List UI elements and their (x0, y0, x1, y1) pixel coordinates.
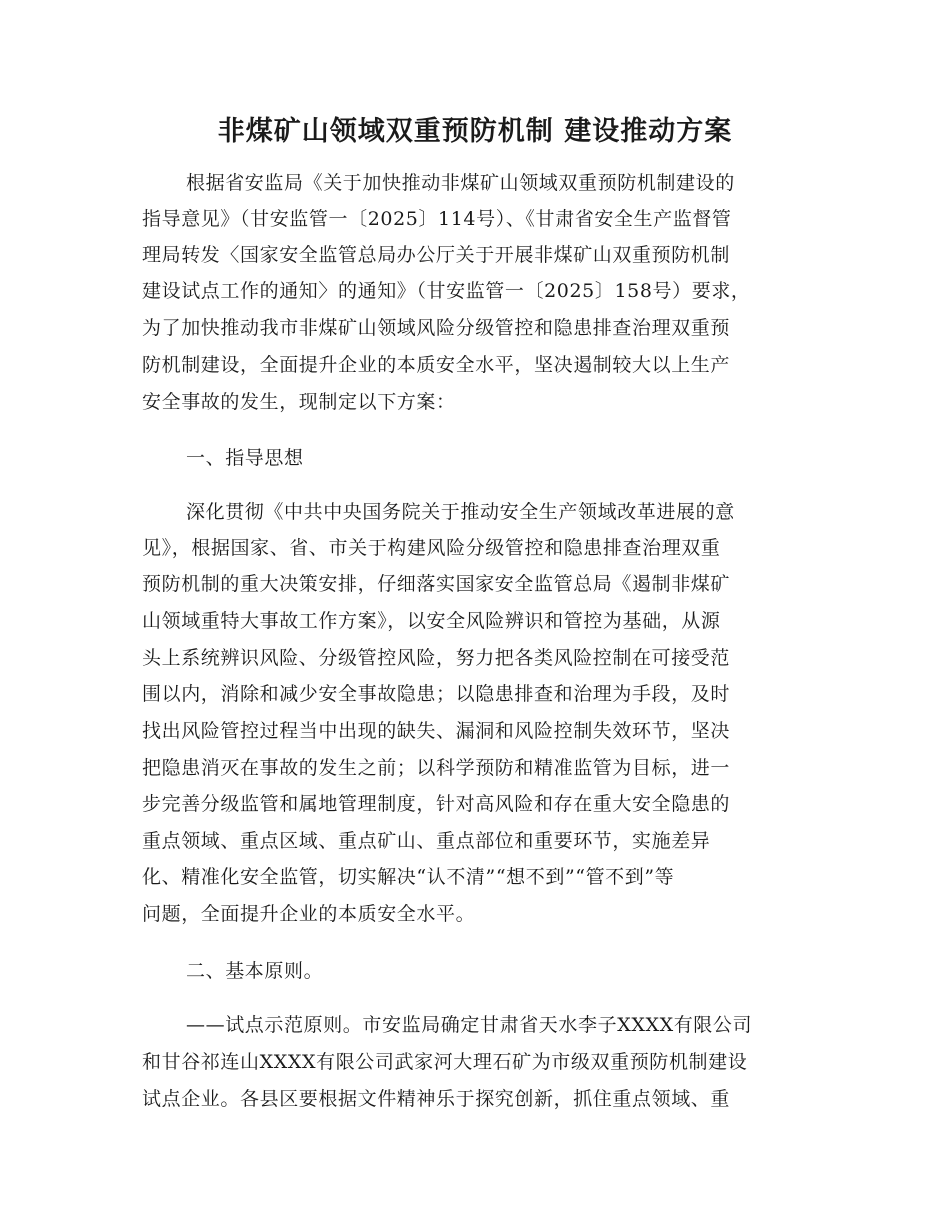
body-line: 建设试点工作的通知〉的通知》（甘安监管一〔2025〕158号）要求， (142, 280, 751, 302)
body-line: 安全事故的发生，现制定以下方案： (142, 391, 456, 413)
section-heading: 二、基本原则。 (186, 960, 324, 982)
body-line: 根据省安监局《关于加快推动非煤矿山领域双重预防机制建设的 (186, 172, 735, 194)
body-line: 为了加快推动我市非煤矿山领域风险分级管控和隐患排查治理双重预 (142, 317, 731, 339)
section-heading: 一、指导思想 (186, 447, 304, 469)
body-line: 山领域重特大事故工作方案》，以安全风险辨识和管控为基础，从源 (142, 610, 721, 632)
document-title: 非煤矿山领域双重预防机制 建设推动方案 (217, 116, 733, 147)
body-line: 围以内，消除和减少安全事故隐患；以隐患排查和治理为手段，及时 (142, 683, 731, 705)
body-line: 防机制建设，全面提升企业的本质安全水平，坚决遏制较大以上生产 (142, 354, 731, 376)
body-line: 理局转发〈国家安全监管总局办公厅关于开展非煤矿山双重预防机制 (142, 244, 731, 266)
body-line: 头上系统辨识风险、分级管控风险，努力把各类风险控制在可接受范 (142, 647, 731, 669)
body-line: 找出风险管控过程当中出现的缺失、漏洞和风险控制失效环节，坚决 (142, 720, 731, 742)
body-line: 重点领域、重点区域、重点矿山、重点部位和重要环节，实施差异 (142, 830, 711, 852)
body-line: 化、精准化安全监管，切实解决“认不清”“想不到”“管不到”等 (142, 866, 675, 888)
body-line: 和甘谷祁连山XXXX有限公司武家河大理石矿为市级双重预防机制建设 (142, 1051, 748, 1073)
body-line: 试点企业。各县区要根据文件精神乐于探究创新，抓住重点领域、重 (142, 1088, 731, 1110)
body-line: 深化贯彻《中共中央国务院关于推动安全生产领域改革进展的意 (186, 501, 735, 523)
body-line: 问题，全面提升企业的本质安全水平。 (142, 903, 476, 925)
body-line: 把隐患消灭在事故的发生之前；以科学预防和精准监管为目标，进一 (142, 757, 731, 779)
body-line: ——试点示范原则。市安监局确定甘肃省天水李子XXXX有限公司 (186, 1014, 753, 1036)
body-line: 指导意见》（甘安监管一〔2025〕114号）、《甘肃省安全生产监督管 (142, 208, 732, 230)
body-line: 预防机制的重大决策安排，仔细落实国家安全监管总局《遏制非煤矿 (142, 573, 731, 595)
body-line: 见》，根据国家、省、市关于构建风险分级管控和隐患排查治理双重 (142, 537, 721, 559)
body-line: 步完善分级监管和属地管理制度，针对高风险和存在重大安全隐患的 (142, 793, 731, 815)
